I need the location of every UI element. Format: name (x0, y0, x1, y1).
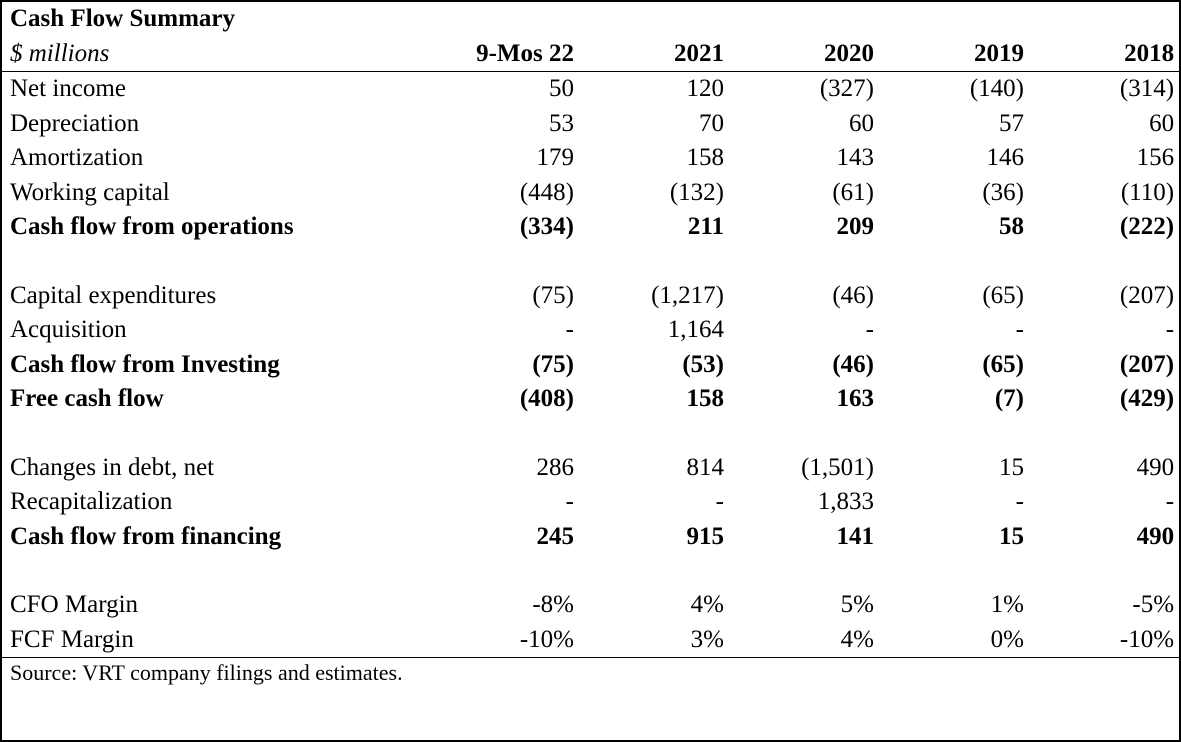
table-row (2, 176, 1181, 211)
row-label: Changes in debt, net (10, 453, 215, 481)
row-value: 286 (536, 453, 574, 481)
column-header-row (2, 37, 1181, 72)
table-row-total (2, 210, 1181, 245)
row-value: 143 (836, 144, 874, 171)
row-value: - (565, 316, 574, 343)
row-value: 120 (686, 75, 724, 102)
row-value: (110) (1120, 178, 1175, 206)
row-value: 245 (536, 522, 574, 550)
row-value: 179 (536, 144, 574, 171)
row-value: 1,833 (817, 488, 874, 515)
source-note: Source: VRT company filings and estimates. (2, 658, 1181, 689)
row-value: 0% (990, 625, 1024, 653)
row-label: Cash flow from Investing (10, 350, 280, 378)
row-value: 158 (686, 144, 724, 171)
row-label: FCF Margin (10, 625, 134, 653)
row-value: - (1015, 488, 1024, 515)
row-value: 53 (549, 109, 574, 137)
row-value: (314) (1119, 75, 1175, 102)
row-value: (46) (832, 350, 874, 378)
column-header-2018: 2018 (1032, 37, 1181, 72)
table-row (2, 623, 1181, 658)
row-value: 490 (1136, 522, 1175, 550)
table-row (2, 451, 1181, 486)
row-value: (53) (682, 350, 724, 378)
row-value: 211 (687, 213, 724, 240)
table-row (2, 588, 1181, 623)
spacer-row (2, 245, 1181, 279)
column-header-2021: 2021 (582, 37, 732, 72)
row-value: 209 (836, 213, 874, 240)
table-row (2, 72, 1181, 107)
table-row-total (2, 520, 1181, 555)
row-value: (448) (519, 178, 574, 206)
row-value: 490 (1136, 453, 1175, 481)
table-row-total (2, 382, 1181, 417)
table-body (2, 2, 1181, 688)
row-value: 158 (686, 385, 724, 412)
column-header-2020: 2020 (732, 37, 882, 72)
row-value: 57 (999, 109, 1024, 137)
row-value: - (565, 488, 574, 515)
row-value: 70 (699, 109, 724, 137)
row-value: 146 (986, 144, 1024, 171)
row-value: (36) (982, 178, 1024, 206)
spacer-row (2, 417, 1181, 451)
cash-flow-table (2, 2, 1181, 688)
row-value: 60 (1149, 109, 1175, 137)
row-value: - (1015, 316, 1024, 343)
row-value: 3% (690, 625, 724, 653)
row-value: 814 (686, 453, 724, 481)
column-header-2019: 2019 (882, 37, 1032, 72)
row-value: 156 (1136, 144, 1175, 171)
table-row (2, 485, 1181, 520)
row-value: (75) (532, 281, 574, 309)
row-value: (334) (519, 213, 574, 240)
row-label: Cash flow from operations (10, 213, 294, 240)
row-value: -5% (1132, 591, 1175, 618)
row-value: (327) (819, 75, 874, 102)
row-value: (207) (1119, 350, 1175, 378)
table-row (2, 107, 1181, 142)
column-header-9-mos-22: 9-Mos 22 (432, 37, 582, 72)
row-value: - (865, 316, 874, 343)
row-value: (222) (1119, 213, 1175, 240)
row-label: Acquisition (10, 316, 127, 343)
row-label: Recapitalization (10, 488, 173, 515)
table-row (2, 313, 1181, 348)
row-value: (7) (994, 385, 1024, 412)
row-value: 4% (690, 591, 724, 618)
row-value: 5% (840, 591, 874, 618)
row-value: (46) (832, 281, 874, 309)
row-value: (61) (832, 178, 874, 206)
row-value: 60 (849, 109, 874, 137)
row-value: 163 (836, 385, 874, 412)
row-value: (429) (1119, 385, 1175, 412)
row-value: 15 (999, 453, 1024, 481)
row-value: 50 (549, 75, 574, 102)
row-value: (65) (982, 350, 1024, 378)
row-value: 4% (840, 625, 874, 653)
row-value: (207) (1119, 281, 1175, 309)
row-value: (140) (969, 75, 1024, 102)
row-value: 141 (836, 522, 874, 550)
row-value: -10% (519, 625, 574, 653)
row-label: Depreciation (10, 109, 140, 137)
row-value: -8% (532, 591, 574, 618)
row-value: -10% (1119, 625, 1175, 653)
row-label: Cash flow from financing (10, 522, 282, 550)
row-value: (65) (982, 281, 1024, 309)
table-row (2, 279, 1181, 314)
row-value: 1,164 (667, 316, 724, 343)
unit-label: $ millions (2, 37, 432, 72)
row-value: 915 (686, 522, 724, 550)
row-value: (1,501) (801, 453, 874, 481)
row-value: 1% (990, 591, 1024, 618)
spacer-row (2, 554, 1181, 588)
row-value: 58 (999, 213, 1024, 240)
row-label: CFO Margin (10, 591, 139, 618)
row-value: (408) (519, 385, 574, 412)
table-row (2, 141, 1181, 176)
row-value: - (1165, 316, 1175, 343)
row-value: 15 (999, 522, 1024, 550)
source-note-row (2, 658, 1181, 689)
row-value: (1,217) (651, 281, 724, 309)
row-value: (132) (669, 178, 724, 206)
row-value: - (1165, 488, 1175, 515)
row-label: Net income (10, 75, 126, 102)
row-value: (75) (532, 350, 574, 378)
page-title: Cash Flow Summary (10, 5, 236, 32)
table-row-total (2, 348, 1181, 383)
row-label: Working capital (10, 178, 170, 206)
title-row (2, 2, 1181, 37)
row-label: Capital expenditures (10, 281, 217, 309)
row-label: Free cash flow (10, 385, 164, 412)
row-value: - (715, 488, 724, 515)
row-label: Amortization (10, 144, 144, 171)
